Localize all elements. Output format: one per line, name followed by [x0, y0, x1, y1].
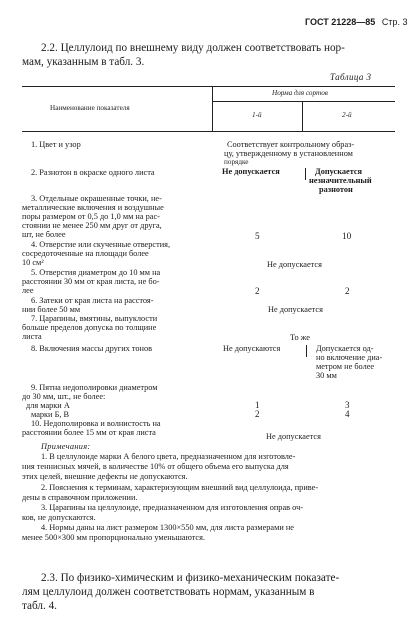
section-2-2-line2: мам, указанным в табл. 3.: [22, 56, 145, 68]
row-1-name: 1. Цвет и узор: [31, 140, 81, 149]
gost-number: ГОСТ 21228—85: [305, 17, 376, 27]
row-2-sort2-line3: разнотон: [319, 185, 353, 194]
note-4-line1: 4. Нормы даны на лист размером 1300×550 мм, для листа размерами не: [41, 523, 294, 532]
row-1-value-line3: порядке: [224, 158, 249, 166]
section-2-3-line3: табл. 4.: [22, 600, 57, 612]
row-2-name: 2. Разнотон в окраске одного листа: [31, 168, 155, 177]
row-7-value: То же: [290, 333, 310, 342]
table-top-rule: [22, 86, 395, 87]
note-4-line2: менее 500×300 мм пропорционально уменьшаются.: [22, 533, 205, 542]
row-9-sort2-b: 4: [345, 409, 350, 419]
row-3-sort1: 5: [255, 231, 260, 241]
row-6-name-line2: нии более 50 мм: [22, 305, 81, 314]
note-1-line1: 1. В целлулоиде марки А белого цвета, предназначенном для изготовле-: [41, 452, 296, 461]
row-4-name-line2: сосредоточенные на площади более: [22, 249, 149, 258]
row-4-name-line3: 10 см²: [22, 258, 44, 267]
note-3-line2: ков, не допускаются.: [22, 513, 96, 522]
row-9-name-line1: 9. Пятна недополировки диаметром: [31, 383, 158, 392]
row-9-sort1-a: 1: [255, 400, 260, 410]
row-8-sort2-line3: метром не более: [316, 362, 375, 371]
row-8-sort2-line4: 30 мм: [316, 371, 337, 380]
row-8-divider: [306, 345, 307, 357]
row-5-sort1: 2: [255, 286, 260, 296]
section-2-3-line2: лям целлулоид должен соответствовать нормам, указанным в: [22, 586, 315, 598]
row-10-name-line1: 10. Недополировка и волнистость на: [31, 419, 161, 428]
row-5-name-line2: расстоянии 30 мм от края листа, не бо-: [22, 277, 160, 286]
row-6-value: Не допускается: [268, 305, 323, 314]
table-header-bottom-rule: [22, 131, 395, 132]
row-4-value: Не допускается: [267, 260, 322, 269]
table-vertical-divider: [212, 86, 213, 131]
row-8-name: 8. Включения массы других тонов: [31, 344, 153, 353]
row-1-value-line1: Соответствует контрольному образ-: [227, 140, 355, 149]
row-9-name-line2: до 30 мм, шт., не более:: [22, 392, 106, 401]
table-sort-divider: [302, 101, 303, 131]
sort-1-header: 1-й: [252, 111, 262, 119]
note-2-line1: 2. Пояснения к терминам, характеризующим внешний вид целлулоида, приве-: [41, 483, 319, 492]
row-9-sort1-b: 2: [255, 409, 260, 419]
row-10-name-line2: расстоянии более 15 мм от края листа: [22, 428, 156, 437]
row-8-sort2-line1: Допускается од-: [316, 344, 374, 353]
row-2-sort2-line1: Допускается: [315, 167, 363, 176]
row-3-name-line2: металлические включения и воздушные: [22, 203, 164, 212]
row-3-name-line5: шт, не более: [22, 230, 66, 239]
page-number: Стр. 3: [381, 17, 408, 27]
row-9-name-line4: марки Б, В: [31, 410, 70, 419]
section-2-2-line1: 2.2. Целлулоид по внешнему виду должен соответствовать нор-: [41, 42, 345, 54]
row-10-value: Не допускается: [266, 432, 321, 441]
table-subheader-rule: [212, 101, 395, 102]
row-7-name-line2: больше пределов допуска по толщине: [22, 323, 157, 332]
row-2-sort1: Не допускается: [222, 167, 280, 176]
sort-2-header: 2-й: [342, 111, 352, 119]
row-3-name-line4: стоянии не менее 250 мм друг от друга,: [22, 221, 162, 230]
row-5-name-line3: лее: [22, 286, 34, 295]
row-8-sort2-line2: но включение диа-: [316, 353, 383, 362]
row-7-name-line1: 7. Царапины, вмятины, выпуклости: [31, 314, 158, 323]
row-4-name-line1: 4. Отверстие или скученные отверстия,: [31, 240, 171, 249]
section-2-3-line1: 2.3. По физико-химическим и физико-механическим показате-: [41, 572, 340, 584]
row-2-sort2-line2: незначительный: [309, 176, 372, 185]
row-2-divider: [305, 168, 306, 180]
row-3-sort2: 10: [342, 231, 352, 241]
row-3-name-line1: 3. Отдельные окрашенные точки, не-: [31, 194, 162, 203]
note-1-line3: этих целей, внешние дефекты не допускаются.: [22, 472, 188, 481]
norm-header: Норма для сортов: [272, 89, 328, 97]
note-1-line2: ния теннисных мячей, в количестве 10% от общего объема его выпуска для: [22, 462, 289, 471]
page-header: [305, 17, 407, 27]
row-5-sort2: 2: [345, 286, 350, 296]
row-3-name-line3: поры размером от 0,5 до 1,0 мм на рас-: [22, 212, 160, 221]
row-8-sort1: Не допускаются: [223, 344, 281, 353]
row-9-sort2-a: 3: [345, 400, 350, 410]
column-name-header: Наименование показателя: [50, 104, 130, 112]
row-9-name-line3: для марки А: [26, 401, 70, 410]
note-3-line1: 3. Царапины на целлулоиде, предназначенном для изготовления оправ оч-: [41, 503, 304, 512]
row-5-name-line1: 5. Отверстия диаметром до 10 мм на: [31, 268, 161, 277]
row-1-value-line2: цу, утвержденному в установленном: [224, 149, 353, 158]
table-label: Таблица 3: [330, 72, 372, 82]
note-2-line2: дены в справочном приложении.: [22, 493, 138, 502]
row-7-name-line3: листа: [22, 332, 42, 341]
notes-title: Примечания:: [41, 442, 91, 451]
row-6-name-line1: 6. Затеки от края листа на расстоя-: [31, 296, 154, 305]
